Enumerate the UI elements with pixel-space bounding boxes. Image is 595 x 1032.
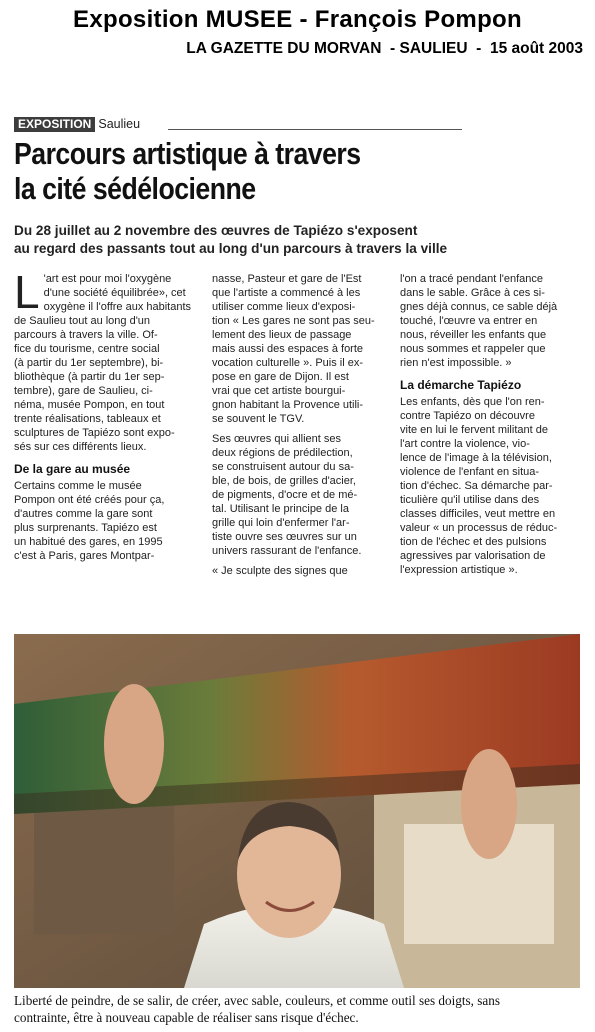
- text-line: l'expression artistique ».: [400, 564, 518, 576]
- text-line: lement des lieux de passage: [212, 329, 352, 341]
- rubric-location: Saulieu: [98, 117, 141, 131]
- text-line: de pigments, d'ocre et de mé-: [212, 489, 358, 501]
- text-line: d'autres comme la gare sont: [14, 508, 153, 520]
- text-line: tion d'échec. Sa démarche par-: [400, 480, 553, 492]
- paragraph: [400, 395, 580, 577]
- text-line: classes difficiles, veut mettre en: [400, 508, 556, 520]
- photo-caption: [14, 992, 584, 1026]
- text-line: Pompon ont été créés pour ça,: [14, 494, 165, 506]
- headline-line: la cité sédélocienne: [14, 171, 256, 206]
- text-line: sés sur ces différents lieux.: [14, 441, 147, 453]
- paragraph: [212, 564, 390, 578]
- article-column-1: [14, 266, 202, 563]
- text-line: oxygène il l'offre aux habitants: [43, 301, 192, 313]
- text-line: bliothèque (à partir du 1er sep-: [14, 371, 165, 383]
- text-line: gnes déjà connus, ce sable déjà: [400, 301, 558, 313]
- text-line: fice du tourisme, centre social: [14, 343, 160, 355]
- page-title: Exposition MUSEE - François Pompon: [73, 6, 522, 33]
- text-line: Ses œuvres qui allient ses: [212, 433, 341, 445]
- text-line: utiliser comme lieux d'exposi-: [212, 301, 356, 313]
- drop-cap: L: [14, 266, 40, 318]
- article-rubric: [14, 116, 140, 132]
- article-column-2: [212, 272, 390, 578]
- text-line: c'est à Paris, gares Montpar-: [14, 550, 155, 562]
- subhead-gare-musee: De la gare au musée: [14, 462, 131, 476]
- text-line: agressives par valorisation de: [400, 550, 546, 562]
- text-line: tion « Les gares ne sont pas seu-: [212, 315, 375, 327]
- article-photo: [14, 634, 580, 988]
- text-line: tion de l'échec et des pulsions: [400, 536, 547, 548]
- paragraph: [14, 479, 202, 563]
- text-line: « Je sculpte des signes que: [212, 565, 348, 577]
- text-line: Certains comme le musée: [14, 480, 142, 492]
- text-line: vrai que cet artiste bourgui-: [212, 385, 346, 397]
- text-line: violence de l'enfant en situa-: [400, 466, 540, 478]
- text-line: d'une société équilibrée», cet: [43, 287, 186, 299]
- text-line: dans le sable. Grâce à ces si-: [400, 287, 545, 299]
- text-line: 'art est pour moi l'oxygène: [43, 273, 172, 285]
- text-line: Les enfants, dès que l'on ren-: [400, 396, 545, 408]
- text-line: contre Tapiézo on découvre: [400, 410, 535, 422]
- text-line: mais aussi des espaces à forte: [212, 343, 364, 355]
- text-line: tiste ouvre ses œuvres sur un: [212, 531, 357, 543]
- text-line: parcours à travers la ville. Of-: [14, 329, 158, 341]
- intro-paragraph: [14, 266, 202, 454]
- text-line: gnon habitant la Provence utili-: [212, 399, 364, 411]
- text-line: néma, musée Pompon, en tout: [14, 399, 165, 411]
- rubric-tag: EXPOSITION: [14, 117, 95, 132]
- paragraph: [212, 432, 390, 558]
- text-line: sculptures de Tapiézo sont expo-: [14, 427, 175, 439]
- subhead-demarche: La démarche Tapiézo: [400, 378, 522, 392]
- text-line: trente réalisations, tableaux et: [14, 413, 161, 425]
- text-line: vite en lui le fervent militant de: [400, 424, 548, 436]
- article-column-3: [400, 272, 580, 577]
- photo-illustration: [14, 634, 580, 988]
- text-line: nous, réveiller les enfants que: [400, 329, 547, 341]
- page-subtitle: LA GAZETTE DU MORVAN - SAULIEU - 15 août 2003: [186, 40, 583, 57]
- paragraph: [400, 272, 580, 370]
- text-line: ble, de bois, de grilles d'acier,: [212, 475, 356, 487]
- article-standfirst: [14, 222, 534, 258]
- standfirst-line: Du 28 juillet au 2 novembre des œuvres de Tapiézo s'exposent: [14, 223, 418, 238]
- paragraph: [212, 272, 390, 426]
- text-line: pose en gare de Dijon. Il est: [212, 371, 349, 383]
- article-headline: [14, 136, 496, 206]
- caption-line: contrainte, être à nouveau capable de réaliser sans risque d'échec.: [14, 1010, 359, 1025]
- text-line: de Saulieu tout au long d'un: [14, 315, 151, 327]
- text-line: l'art contre la violence, vio-: [400, 438, 530, 450]
- text-line: que l'artiste a commencé à les: [212, 287, 361, 299]
- text-line: vocation culturelle ». Puis il ex-: [212, 357, 364, 369]
- caption-line: Liberté de peindre, de se salir, de créer, avec sable, couleurs, et comme outil ses doigts, sans: [14, 993, 500, 1008]
- text-line: deux régions de prédilection,: [212, 447, 353, 459]
- text-line: univers rassurant de l'enfance.: [212, 545, 362, 557]
- text-line: se souvent le TGV.: [212, 413, 305, 425]
- text-line: ticulière qu'il utilise dans des: [400, 494, 540, 506]
- text-line: nasse, Pasteur et gare de l'Est: [212, 273, 362, 285]
- text-line: touché, l'œuvre va entrer en: [400, 315, 538, 327]
- text-line: valeur « un processus de réduc-: [400, 522, 558, 534]
- text-line: un habitué des gares, en 1995: [14, 536, 163, 548]
- text-line: se construisent autour du sa-: [212, 461, 354, 473]
- rubric-rule: [168, 129, 462, 130]
- text-line: l'on a tracé pendant l'enfance: [400, 273, 544, 285]
- text-line: nous sommes et rappeler que: [400, 343, 546, 355]
- text-line: rien n'est impossible. »: [400, 357, 512, 369]
- text-line: tal. Utilisant le principe de la: [212, 503, 349, 515]
- text-line: lence de l'image à la télévision,: [400, 452, 552, 464]
- text-line: grille qui loin d'enfermer l'ar-: [212, 517, 350, 529]
- headline-line: Parcours artistique à travers: [14, 136, 361, 171]
- text-line: tembre), gare de Saulieu, ci-: [14, 385, 153, 397]
- text-line: (à partir du 1er septembre), bi-: [14, 357, 164, 369]
- standfirst-line: au regard des passants tout au long d'un parcours à travers la ville: [14, 241, 448, 256]
- text-line: plus surprenants. Tapiézo est: [14, 522, 157, 534]
